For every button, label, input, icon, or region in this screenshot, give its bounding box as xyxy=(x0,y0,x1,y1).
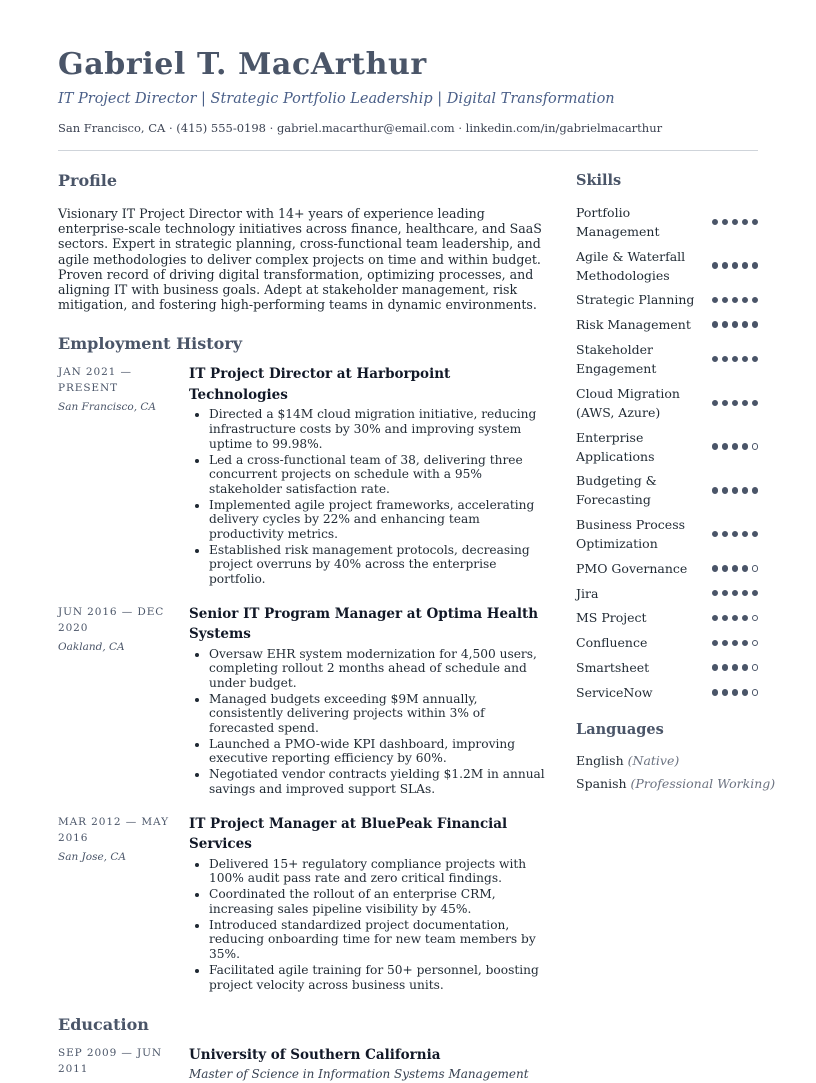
rating-dot-filled xyxy=(742,615,749,622)
rating-dot-filled xyxy=(752,262,759,269)
rating-dot-filled xyxy=(732,262,739,269)
skill-rating xyxy=(712,400,759,407)
skill-item xyxy=(576,200,758,244)
contact-line: San Francisco, CA · (415) 555-0198 · gabriel.macarthur@email.com · linkedin.com/in/gabrielmacarthur xyxy=(58,121,663,135)
job-entry xyxy=(58,814,550,994)
skill-rating xyxy=(712,565,759,572)
skill-name: Risk Management xyxy=(576,317,691,333)
skill-item xyxy=(576,606,758,631)
skill-rating xyxy=(712,219,759,226)
skill-rating xyxy=(712,640,759,647)
job-dates: MAR 2012 — MAY 2016 xyxy=(58,815,169,844)
skill-item xyxy=(576,630,758,655)
rating-dot-empty xyxy=(752,640,759,647)
rating-dot-filled xyxy=(732,487,739,494)
skill-name: ServiceNow xyxy=(576,684,653,700)
rating-dot-filled xyxy=(722,219,729,226)
education-meta xyxy=(58,1045,189,1083)
job-body xyxy=(189,814,550,994)
job-location: San Jose, CA xyxy=(58,850,126,863)
rating-dot-filled xyxy=(732,356,739,363)
skill-item xyxy=(576,312,758,337)
education-entry xyxy=(58,1045,550,1083)
headline: IT Project Director | Strategic Portfolio Leadership | Digital Transformation xyxy=(58,91,615,107)
job-location: San Francisco, CA xyxy=(58,401,157,414)
rating-dot-filled xyxy=(712,640,719,647)
skill-rating xyxy=(712,689,759,696)
skill-name: Jira xyxy=(576,585,599,601)
language-name: Spanish xyxy=(576,775,627,791)
rating-dot-filled xyxy=(712,487,719,494)
skill-name: Stakeholder Engagement xyxy=(576,342,657,377)
job-title: IT Project Manager at BluePeak Financial Services xyxy=(189,815,508,853)
job-bullets xyxy=(189,857,550,992)
rating-dot-filled xyxy=(722,297,729,304)
sidebar-column xyxy=(576,170,776,795)
skill-item xyxy=(576,337,758,381)
rating-dot-filled xyxy=(732,590,739,597)
rating-dot-filled xyxy=(722,531,729,538)
rating-dot-filled xyxy=(732,400,739,407)
job-bullet: • Launched a PMO-wide KPI dashboard, improving executive reporting efficiency by 60%. xyxy=(209,737,550,766)
language-item xyxy=(576,749,758,772)
job-meta xyxy=(58,604,189,798)
rating-dot-filled xyxy=(742,356,749,363)
rating-dot-filled xyxy=(742,590,749,597)
rating-dot-filled xyxy=(712,219,719,226)
job-title: Senior IT Program Manager at Optima Health Systems xyxy=(189,605,539,643)
profile-section xyxy=(58,170,550,312)
job-bullet: • Facilitated agile training for 50+ personnel, boosting project velocity across business units. xyxy=(209,963,550,992)
rating-dot-filled xyxy=(722,487,729,494)
skill-name: Enterprise Applications xyxy=(576,429,655,464)
job-location: Oakland, CA xyxy=(58,640,125,653)
skill-name: Smartsheet xyxy=(576,660,650,676)
job-bullet: • Implemented agile project frameworks, accelerating delivery cycles by 22% and enhancing team productivity metrics. xyxy=(209,498,550,542)
rating-dot-filled xyxy=(722,689,729,696)
education-body xyxy=(189,1045,550,1083)
language-level: (Native) xyxy=(627,752,680,768)
rating-dot-filled xyxy=(752,487,759,494)
skill-item xyxy=(576,381,758,425)
language-item xyxy=(576,772,776,795)
rating-dot-filled xyxy=(712,565,719,572)
rating-dot-filled xyxy=(712,321,719,328)
rating-dot-filled xyxy=(732,219,739,226)
rating-dot-filled xyxy=(742,262,749,269)
rating-dot-filled xyxy=(722,262,729,269)
skill-name: Strategic Planning xyxy=(576,292,695,308)
skill-name: Cloud Migration (AWS, Azure) xyxy=(576,385,680,420)
header-divider xyxy=(58,150,758,151)
job-title: IT Project Director at Harborpoint Technologies xyxy=(189,366,451,403)
rating-dot-empty xyxy=(752,615,759,622)
skill-item xyxy=(576,680,758,705)
employment-heading: Employment History xyxy=(58,334,243,354)
main-column xyxy=(58,170,550,1083)
job-bullet: • Managed budgets exceeding $9M annually, consistently delivering projects within 3% of forecasted spend. xyxy=(209,692,550,736)
skills-heading: Skills xyxy=(576,172,622,189)
rating-dot-filled xyxy=(742,297,749,304)
rating-dot-filled xyxy=(742,689,749,696)
rating-dot-filled xyxy=(722,615,729,622)
rating-dot-filled xyxy=(722,664,729,671)
rating-dot-filled xyxy=(712,443,719,450)
education-heading: Education xyxy=(58,1015,149,1035)
rating-dot-filled xyxy=(712,356,719,363)
skill-rating xyxy=(712,356,759,363)
rating-dot-empty xyxy=(752,664,759,671)
skill-rating xyxy=(712,590,759,597)
job-bullet: • Introduced standardized project documentation, reducing onboarding time for new team members by 35%. xyxy=(209,918,550,962)
rating-dot-filled xyxy=(742,664,749,671)
rating-dot-filled xyxy=(742,640,749,647)
skill-item xyxy=(576,512,758,556)
job-dates: JAN 2021 — PRESENT xyxy=(58,366,132,395)
rating-dot-filled xyxy=(712,590,719,597)
rating-dot-filled xyxy=(732,297,739,304)
rating-dot-empty xyxy=(752,443,759,450)
rating-dot-filled xyxy=(722,640,729,647)
skill-rating xyxy=(712,615,759,622)
rating-dot-filled xyxy=(742,219,749,226)
skill-name: Agile & Waterfall Methodologies xyxy=(576,248,686,283)
rating-dot-filled xyxy=(742,400,749,407)
degree: Master of Science in Information Systems Management xyxy=(189,1066,529,1081)
rating-dot-filled xyxy=(722,565,729,572)
rating-dot-empty xyxy=(752,689,759,696)
rating-dot-filled xyxy=(732,689,739,696)
rating-dot-filled xyxy=(722,321,729,328)
job-bullet: • Coordinated the rollout of an enterprise CRM, increasing sales pipeline visibility by 45%. xyxy=(209,887,550,916)
languages-heading: Languages xyxy=(576,720,664,738)
skill-item xyxy=(576,468,758,512)
rating-dot-filled xyxy=(742,321,749,328)
rating-dot-filled xyxy=(712,400,719,407)
job-body xyxy=(189,364,550,587)
job-bullet: • Established risk management protocols, decreasing project overruns by 40% across the enterprise portfolio. xyxy=(209,543,550,587)
skill-item xyxy=(576,655,758,680)
rating-dot-filled xyxy=(722,400,729,407)
profile-summary: Visionary IT Project Director with 14+ years of experience leading enterprise-scale technology initiatives across finance, healthcare, and SaaS sectors. Expert in strategic planning, cross-functional team leadership, and agile methodologies to deliver complex projects on time and within budget. Proven record of driving digital transformation, optimizing processes, and aligning IT with business goals. Adept at stakeholder management, risk mitigation, and fostering high-performing teams in dynamic environments. xyxy=(58,206,542,313)
rating-dot-filled xyxy=(742,487,749,494)
skill-item xyxy=(576,288,758,313)
school-name: University of Southern California xyxy=(189,1047,441,1064)
skill-rating xyxy=(712,664,759,671)
candidate-name: Gabriel T. MacArthur xyxy=(58,47,427,82)
rating-dot-filled xyxy=(732,321,739,328)
skill-item xyxy=(576,581,758,606)
rating-dot-filled xyxy=(732,615,739,622)
job-bullets xyxy=(189,407,550,586)
rating-dot-filled xyxy=(752,297,759,304)
languages-section xyxy=(576,719,776,795)
rating-dot-filled xyxy=(712,689,719,696)
job-entry xyxy=(58,604,550,798)
language-list xyxy=(576,749,776,795)
job-bullet: • Negotiated vendor contracts yielding $1.2M in annual savings and improved support SLAs. xyxy=(209,767,550,796)
skill-item xyxy=(576,556,758,581)
skill-rating xyxy=(712,443,759,450)
rating-dot-filled xyxy=(732,565,739,572)
resume-page xyxy=(58,0,776,1081)
skill-name: PMO Governance xyxy=(576,560,688,576)
skill-name: Portfolio Management xyxy=(576,204,660,239)
rating-dot-filled xyxy=(742,443,749,450)
rating-dot-filled xyxy=(742,565,749,572)
job-meta xyxy=(58,364,189,587)
rating-dot-filled xyxy=(712,262,719,269)
rating-dot-filled xyxy=(732,640,739,647)
skill-rating xyxy=(712,297,759,304)
rating-dot-filled xyxy=(712,615,719,622)
skill-name: Confluence xyxy=(576,635,648,651)
rating-dot-filled xyxy=(742,531,749,538)
rating-dot-filled xyxy=(752,590,759,597)
language-name: English xyxy=(576,752,624,768)
job-bullet: • Oversaw EHR system modernization for 4,500 users, completing rollout 2 months ahead of schedule and under budget. xyxy=(209,647,550,691)
job-meta xyxy=(58,814,189,994)
job-bullets xyxy=(189,647,550,797)
skill-rating xyxy=(712,487,759,494)
rating-dot-filled xyxy=(732,664,739,671)
employment-section xyxy=(58,333,550,993)
skill-name: Budgeting & Forecasting xyxy=(576,473,657,508)
rating-dot-filled xyxy=(722,443,729,450)
skill-item xyxy=(576,244,758,288)
skill-item xyxy=(576,425,758,469)
rating-dot-filled xyxy=(712,664,719,671)
education-list xyxy=(58,1045,550,1083)
job-list xyxy=(58,364,550,993)
skills-section xyxy=(576,170,758,705)
skill-rating xyxy=(712,321,759,328)
rating-dot-filled xyxy=(722,590,729,597)
job-entry xyxy=(58,364,550,587)
rating-dot-filled xyxy=(732,531,739,538)
skill-rating xyxy=(712,531,759,538)
language-level: (Professional Working) xyxy=(630,775,776,791)
job-bullet: • Delivered 15+ regulatory compliance projects with 100% audit pass rate and zero critical findings. xyxy=(209,857,550,886)
rating-dot-empty xyxy=(752,565,759,572)
rating-dot-filled xyxy=(752,400,759,407)
job-body xyxy=(189,604,550,798)
rating-dot-filled xyxy=(722,356,729,363)
rating-dot-filled xyxy=(732,443,739,450)
rating-dot-filled xyxy=(752,321,759,328)
rating-dot-filled xyxy=(712,297,719,304)
job-bullet: • Led a cross-functional team of 38, delivering three concurrent projects on schedule with a 95% stakeholder satisfaction rate. xyxy=(209,453,550,497)
rating-dot-filled xyxy=(752,531,759,538)
profile-heading: Profile xyxy=(58,171,118,190)
education-dates: SEP 2009 — JUN 2011 xyxy=(58,1047,163,1076)
skill-name: MS Project xyxy=(576,610,647,626)
skill-name: Business Process Optimization xyxy=(576,517,686,552)
rating-dot-filled xyxy=(752,356,759,363)
skill-list xyxy=(576,200,758,705)
rating-dot-filled xyxy=(712,531,719,538)
skill-rating xyxy=(712,262,759,269)
job-dates: JUN 2016 — DEC 2020 xyxy=(58,605,165,634)
job-bullet: • Directed a $14M cloud migration initiative, reducing infrastructure costs by 30% and improving system uptime to 99.98%. xyxy=(209,407,550,451)
education-section xyxy=(58,1014,550,1083)
rating-dot-filled xyxy=(752,219,759,226)
